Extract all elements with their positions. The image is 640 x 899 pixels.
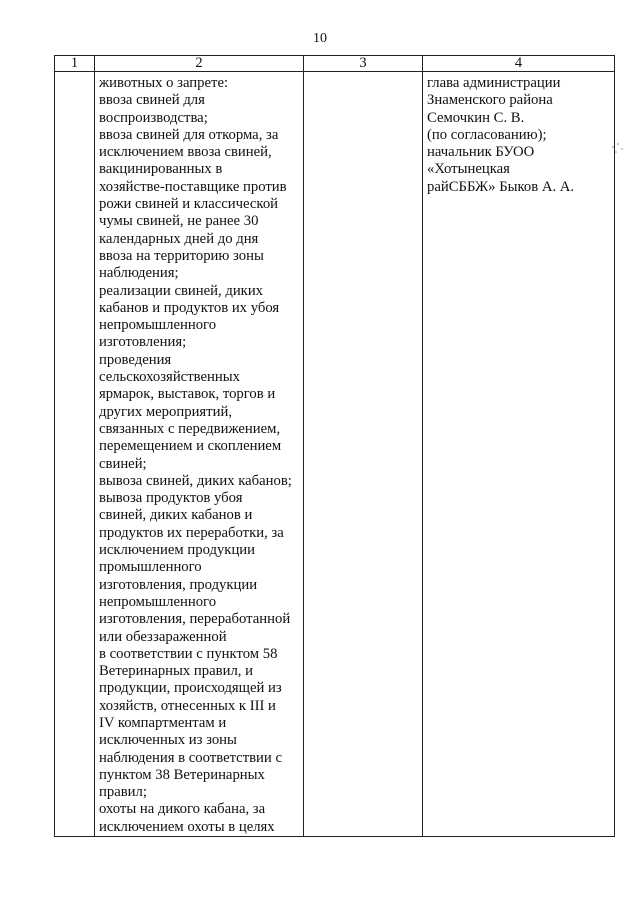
measures-line: других мероприятий, bbox=[99, 403, 232, 420]
measures-line: IV компартментам и bbox=[99, 714, 227, 731]
responsible-line: начальник БУОО bbox=[427, 144, 535, 161]
document-table bbox=[54, 55, 615, 837]
measures-line: правил; bbox=[99, 784, 147, 801]
measures-line: исключением ввоза свиней, bbox=[99, 144, 272, 161]
cell-col1 bbox=[55, 72, 95, 837]
scan-speck-mark bbox=[612, 142, 626, 154]
responsible-line: глава администрации bbox=[427, 75, 561, 91]
measures-line: непромышленного bbox=[99, 593, 217, 610]
measures-line: кабанов и продуктов их убоя bbox=[99, 299, 280, 316]
measures-line: проведения bbox=[99, 351, 172, 368]
measures-line: свиней; bbox=[99, 455, 147, 472]
measures-line: ввоза свиней для bbox=[99, 92, 205, 109]
column-header-2: 2 bbox=[95, 56, 304, 72]
cell-col4-responsible bbox=[423, 72, 615, 837]
measures-line: охоты на дикого кабана, за bbox=[99, 801, 266, 818]
measures-line: свиней, диких кабанов и bbox=[99, 507, 253, 524]
measures-line: вывоза продуктов убоя bbox=[99, 490, 243, 507]
measures-line: вакцинированных в bbox=[99, 161, 223, 178]
measures-line: хозяйств, отнесенных к III и bbox=[99, 697, 276, 714]
responsible-line: Знаменского района bbox=[427, 92, 553, 109]
responsible-line: Семочкин С. В. bbox=[427, 109, 525, 126]
measures-line: наблюдения; bbox=[99, 265, 179, 282]
page-number: 10 bbox=[313, 31, 327, 46]
measures-line: ярмарок, выставок, торгов и bbox=[99, 386, 276, 403]
measures-line: реализации свиней, диких bbox=[99, 282, 264, 299]
cell-col2-measures bbox=[95, 72, 304, 837]
measures-line: ввоза на территорию зоны bbox=[99, 247, 264, 264]
measures-line: вывоза свиней, диких кабанов; bbox=[99, 472, 292, 489]
measures-line: связанных с передвижением, bbox=[99, 420, 281, 437]
measures-line: воспроизводства; bbox=[99, 109, 208, 126]
measures-line: продукции, происходящей из bbox=[99, 680, 282, 697]
measures-line: животных о запрете: bbox=[99, 75, 229, 91]
measures-line: ввоза свиней для откорма, за bbox=[99, 126, 279, 143]
measures-line: исключением охоты в целях bbox=[99, 818, 275, 835]
measures-line: календарных дней до дня bbox=[99, 230, 259, 247]
measures-line: наблюдения в соответствии с bbox=[99, 749, 282, 766]
cell-col3 bbox=[304, 72, 423, 837]
responsible-line: «Хотынецкая bbox=[427, 161, 510, 178]
column-header-1: 1 bbox=[55, 56, 95, 72]
column-header-4: 4 bbox=[423, 56, 615, 72]
measures-line: изготовления; bbox=[99, 334, 187, 351]
measures-line: или обеззараженной bbox=[99, 628, 227, 645]
measures-line: продуктов их переработки, за bbox=[99, 524, 284, 541]
measures-line: сельскохозяйственных bbox=[99, 369, 240, 386]
responsible-text bbox=[427, 75, 611, 196]
measures-line: исключенных из зоны bbox=[99, 732, 237, 749]
measures-line: в соответствии с пунктом 58 bbox=[99, 645, 278, 662]
responsible-line: (по согласованию); bbox=[427, 126, 547, 143]
column-header-3: 3 bbox=[304, 56, 423, 72]
table-row bbox=[55, 72, 615, 837]
measures-line: изготовления, переработанной bbox=[99, 611, 291, 628]
responsible-line: райСББЖ» Быков А. А. bbox=[427, 178, 575, 195]
measures-text bbox=[99, 75, 300, 836]
table-header-row bbox=[55, 56, 615, 72]
measures-line: хозяйстве-поставщике против bbox=[99, 178, 287, 195]
measures-line: пунктом 38 Ветеринарных bbox=[99, 766, 265, 783]
measures-line: перемещением и скоплением bbox=[99, 438, 282, 455]
measures-line: рожи свиней и классической bbox=[99, 196, 279, 213]
measures-line: изготовления, продукции bbox=[99, 576, 258, 593]
measures-line: чумы свиней, не ранее 30 bbox=[99, 213, 259, 230]
measures-line: промышленного bbox=[99, 559, 202, 576]
measures-line: исключением продукции bbox=[99, 542, 256, 559]
measures-line: непромышленного bbox=[99, 317, 217, 334]
measures-line: Ветеринарных правил, и bbox=[99, 663, 253, 680]
